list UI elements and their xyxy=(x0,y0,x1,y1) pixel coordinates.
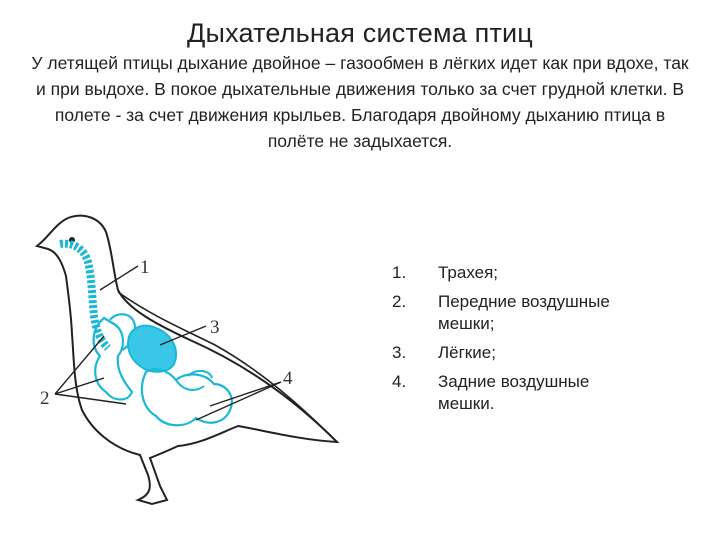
legend-item-number: 3. xyxy=(392,343,407,362)
legend-item-text: Лёгкие; xyxy=(438,343,496,362)
bird-outline xyxy=(37,216,337,504)
figure-label-2: 2 xyxy=(40,388,50,409)
legend-item xyxy=(392,291,692,335)
intro-paragraph: У летящей птицы дыхание двойное – газообмен в лёгких идет как при вдохе, так и при выдохе. В покое дыхательные движения только за счет грудной клетки. В полете - за счет движения крыльев. Благодаря двойному дыханию птица в полёте не задыхается. xyxy=(31,53,689,151)
lungs xyxy=(128,326,176,372)
legend-item xyxy=(392,371,692,415)
legend-item-text: Передние воздушные мешки; xyxy=(438,292,610,333)
legend-item-number: 4. xyxy=(392,372,407,391)
legend-item xyxy=(392,342,692,364)
legend-item-number: 1. xyxy=(392,263,407,282)
figure-label-1: 1 xyxy=(140,257,150,278)
figure-label-4: 4 xyxy=(283,368,293,389)
legend-item-number: 2. xyxy=(392,292,407,311)
legend-item xyxy=(392,262,692,284)
legend-item-text: Трахея; xyxy=(438,263,499,282)
posterior-air-sacs xyxy=(142,369,232,425)
slide-title: Дыхательная система птиц xyxy=(187,18,533,48)
bird-respiratory-diagram xyxy=(0,200,380,540)
legend-item-text: Задние воздушные мешки. xyxy=(438,372,590,413)
trachea xyxy=(60,244,108,348)
legend-list xyxy=(392,262,692,422)
leader-line-1 xyxy=(100,266,138,290)
leader-line-4b xyxy=(196,382,281,420)
figure-label-3: 3 xyxy=(210,317,220,338)
